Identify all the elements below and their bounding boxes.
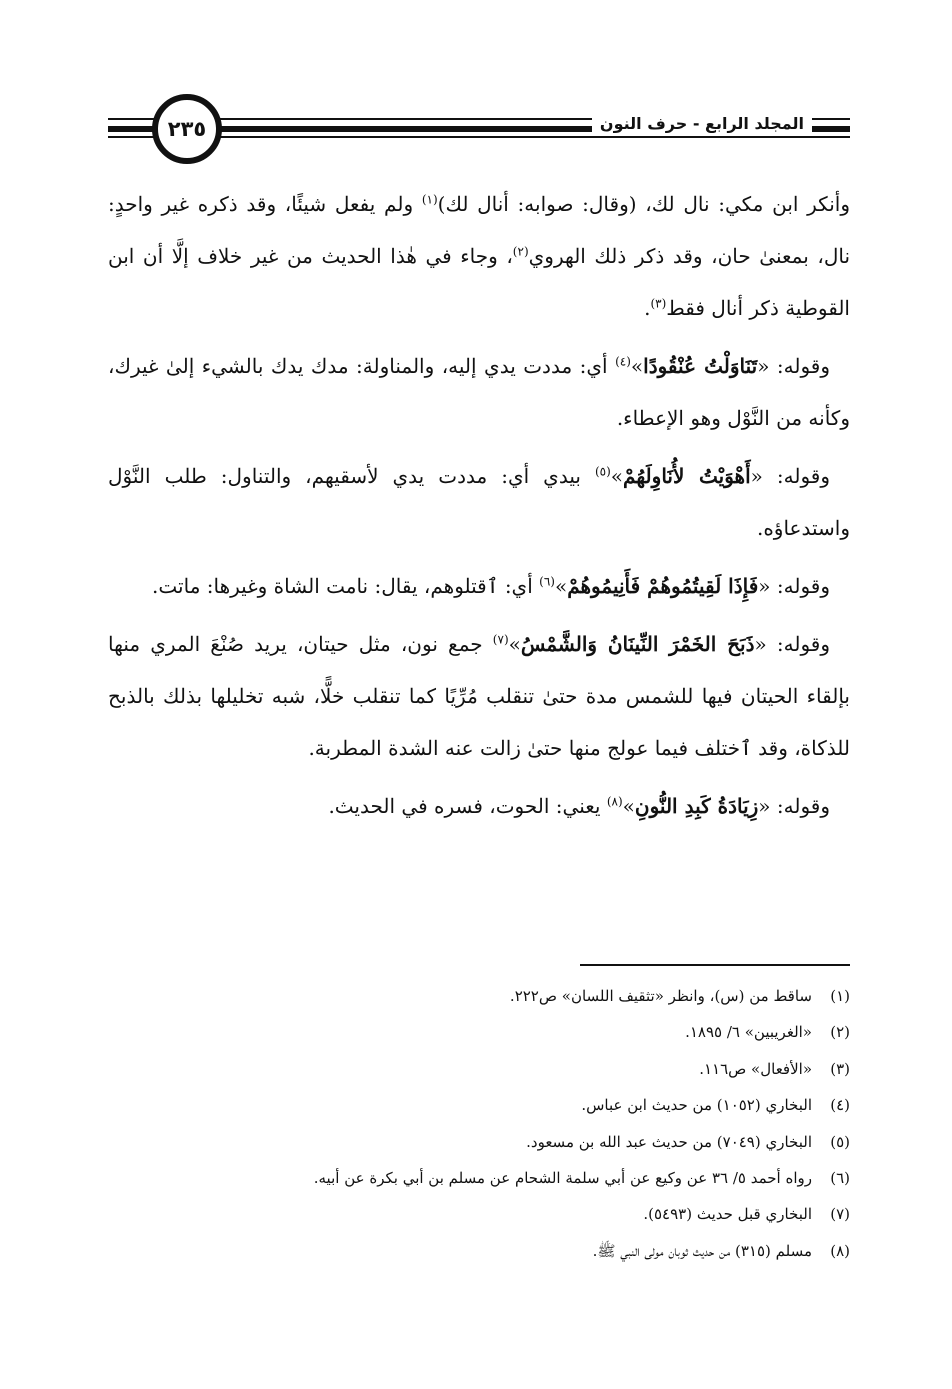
text: »: [630, 354, 644, 378]
footnote-text: البخاري (١٠٥٢) من حديث ابن عباس.: [581, 1096, 812, 1115]
paragraph-1: [108, 178, 850, 334]
footnote-text: مسلم (٣١٥) من حديث ثوبان مولى النبي ﷺ.: [592, 1241, 812, 1260]
text: وقوله: «: [758, 574, 830, 598]
footnote-ref: (٢): [512, 244, 529, 259]
page-number: ٢٣٥: [167, 117, 207, 141]
footnote-number: (٨): [830, 1241, 850, 1260]
footnote-3: [108, 1051, 850, 1087]
main-text: [108, 178, 850, 838]
footnote-ref: (٤): [615, 354, 631, 369]
text: »: [508, 632, 521, 656]
text: وأنكر ابن مكي: نال لك، (وقال: صوابه: أنال لك): [437, 192, 851, 216]
page-number-circle: [152, 94, 222, 164]
footnote-7: [108, 1196, 850, 1232]
text: »: [610, 464, 624, 488]
footnote-number: (٦): [830, 1169, 850, 1188]
footnote-ref: (٨): [606, 794, 623, 809]
running-title: المجلد الرابع - حرف النون: [592, 114, 812, 133]
text: »: [554, 574, 568, 598]
footnote-number: (٤): [830, 1096, 850, 1115]
text: ولم يفعل شيئًا، وقد ذكره غير واحدٍ: نال، بمعنىٰ حان، وقد ذكر ذلك الهروي: [108, 192, 851, 268]
quoted-hadith: فَإِذَا لَقِيتُمُوهُمْ فَأَنِيمُوهُمْ: [567, 574, 759, 598]
quoted-hadith: ذَبَحَ الخَمْرَ النِّينَانُ وَالشَّمْسُ: [520, 632, 755, 656]
footnote-ref: (١): [421, 192, 438, 207]
paragraph-2: [108, 340, 850, 444]
paragraph-5: [108, 618, 850, 774]
paragraph-3: [108, 450, 850, 554]
footnote-2: [108, 1014, 850, 1050]
text: وقوله: «: [754, 632, 830, 656]
footnote-5: [108, 1124, 850, 1160]
footnote-ref: (٦): [539, 574, 555, 589]
text: وقوله: «: [757, 354, 830, 378]
footnote-4: [108, 1087, 850, 1123]
text: وقوله: «: [750, 464, 831, 488]
footnote-ref: (٧): [492, 632, 509, 647]
footnote-text: رواه أحمد ٥/ ٣٦ عن وكيع عن أبي سلمة الشحام عن مسلم بن أبي بكرة عن أبيه.: [313, 1169, 812, 1188]
footnote-text: «الغريبين» ٦/ ١٨٩٥.: [685, 1023, 812, 1042]
footnote-separator: [580, 964, 850, 966]
footnote-text: ساقط من (س)، وانظر «تثقيف اللسان» ص٢٢٢.: [509, 987, 812, 1005]
footnote-1: [108, 978, 850, 1014]
text: وقوله: «: [758, 794, 830, 818]
footnotes: [108, 978, 850, 1269]
footnote-8: [108, 1233, 850, 1269]
text: جمع نون، مثل حيتان، يريد صُنْعَ المري منها بإلقاء الحيتان فيها للشمس مدة حتىٰ تنقلب مُرِّيًا كما تنقلب خلًّا، شبه تخليلها بذلك بالذبح للذكاة، وقد ٱختلف فيما عولج منها حتىٰ زالت عنه الشدة المطربة.: [108, 632, 850, 760]
text: يعني: الحوت، فسره في الحديث.: [328, 794, 607, 818]
footnote-text: «الأفعال» ص١١٦.: [699, 1059, 812, 1078]
quoted-hadith: تَنَاوَلْتُ عُنْقُودًا: [643, 354, 758, 378]
text: .: [644, 296, 651, 320]
footnote-ref: (٥): [594, 464, 611, 479]
footnote-number: (٥): [830, 1132, 850, 1151]
quoted-hadith: زِيَادَةُ كَبِدِ النُّونِ: [634, 794, 759, 818]
page-header: [108, 88, 850, 170]
quoted-hadith: أَهْوَيْتُ لأُنَاوِلَهُمْ: [623, 464, 751, 488]
footnote-6: [108, 1160, 850, 1196]
footnote-number: (١): [830, 987, 850, 1005]
text: أي: ٱقتلوهم، يقال: نامت الشاة وغيرها: ماتت.: [152, 574, 540, 598]
text: أي: مددت يدي إليه، والمناولة: مدك يدك بالشيء إلىٰ غيرك، وكأنه من النَّوْل وهو الإعطاء.: [108, 354, 850, 430]
footnote-number: (٢): [830, 1023, 850, 1042]
text: بيدي أي: مددت يدي لأسقيهم، والتناول: طلب النَّوْل واستدعاؤه.: [108, 464, 850, 540]
footnote-text: البخاري (٧٠٤٩) من حديث عبد الله بن مسعود.: [526, 1132, 812, 1151]
footnote-ref: (٣): [650, 296, 667, 311]
footnote-number: (٣): [830, 1059, 850, 1078]
footnote-text: البخاري قبل حديث (٥٤٩٣).: [643, 1205, 812, 1224]
footnote-number: (٧): [830, 1205, 850, 1224]
text: »: [622, 794, 635, 818]
paragraph-4: [108, 560, 850, 612]
text: ، وجاء في هٰذا الحديث من غير خلاف إلَّا أن ابن القوطية ذكر أنال فقط: [108, 244, 850, 320]
paragraph-6: [108, 780, 850, 832]
